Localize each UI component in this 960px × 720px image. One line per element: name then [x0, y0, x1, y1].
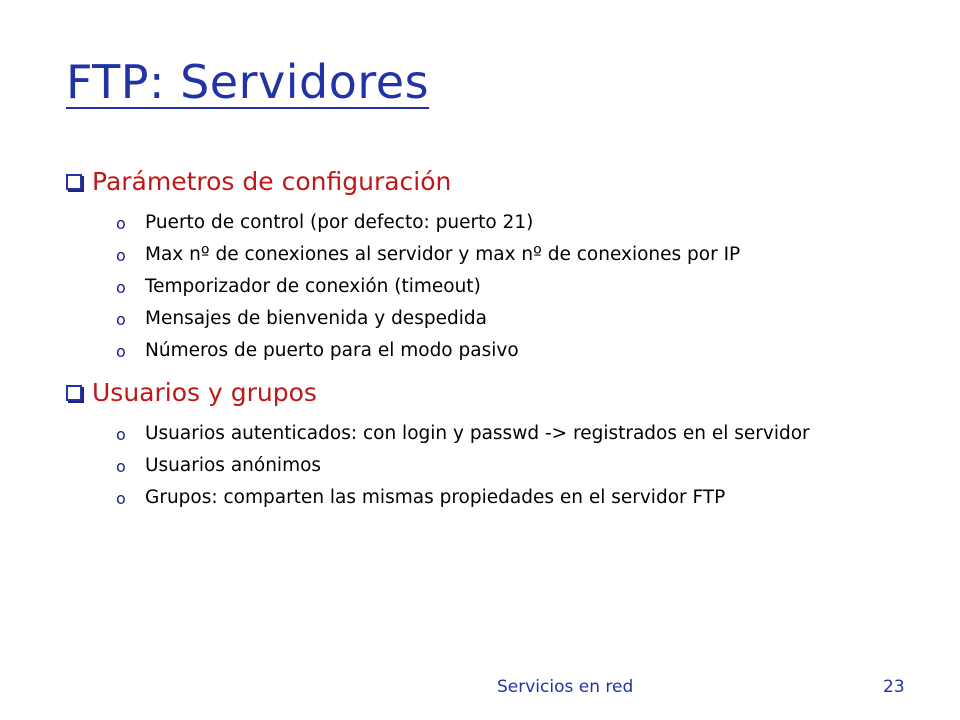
- list-item: [66, 339, 905, 362]
- slide-content: [66, 160, 926, 518]
- users-item-list: [66, 422, 926, 509]
- list-item: [66, 422, 905, 445]
- checkbox-bullet-icon: [66, 385, 82, 401]
- section-configuration: [66, 160, 926, 362]
- list-item: [66, 307, 905, 330]
- circle-bullet-icon: o: [116, 310, 126, 329]
- section-label: Parámetros de configuración: [92, 167, 452, 196]
- circle-bullet-icon: o: [116, 342, 126, 361]
- list-item: [66, 454, 905, 477]
- list-item-text: Grupos: comparten las mismas propiedades en el servidor FTP: [145, 487, 726, 508]
- circle-bullet-icon: o: [116, 457, 126, 476]
- circle-bullet-icon: o: [116, 214, 126, 233]
- circle-bullet-icon: o: [116, 246, 126, 265]
- list-item: [66, 275, 905, 298]
- circle-bullet-icon: o: [116, 425, 126, 444]
- list-item-text: Temporizador de conexión (timeout): [145, 276, 481, 297]
- circle-bullet-icon: o: [116, 278, 126, 297]
- section-users-groups: [66, 371, 926, 509]
- circle-bullet-icon: o: [116, 489, 126, 508]
- list-item-text: Usuarios anónimos: [145, 455, 322, 476]
- list-item: [66, 486, 905, 509]
- config-item-list: [66, 211, 926, 362]
- section-header: [66, 160, 926, 204]
- footer-page-number: 23: [883, 677, 905, 697]
- section-header: [66, 371, 926, 415]
- slide-title: FTP: Servidores: [66, 55, 430, 109]
- section-label: Usuarios y grupos: [92, 378, 317, 407]
- footer-course-name: Servicios en red: [497, 677, 634, 697]
- list-item-text: Usuarios autenticados: con login y passwd -> registrados en el servidor: [145, 423, 810, 444]
- list-item-text: Mensajes de bienvenida y despedida: [145, 308, 487, 329]
- list-item: [66, 243, 905, 266]
- list-item: [66, 211, 905, 234]
- list-item-text: Max nº de conexiones al servidor y max nº de conexiones por IP: [145, 244, 741, 265]
- checkbox-bullet-icon: [66, 174, 82, 190]
- list-item-text: Números de puerto para el modo pasivo: [145, 340, 519, 361]
- list-item-text: Puerto de control (por defecto: puerto 21): [145, 212, 534, 233]
